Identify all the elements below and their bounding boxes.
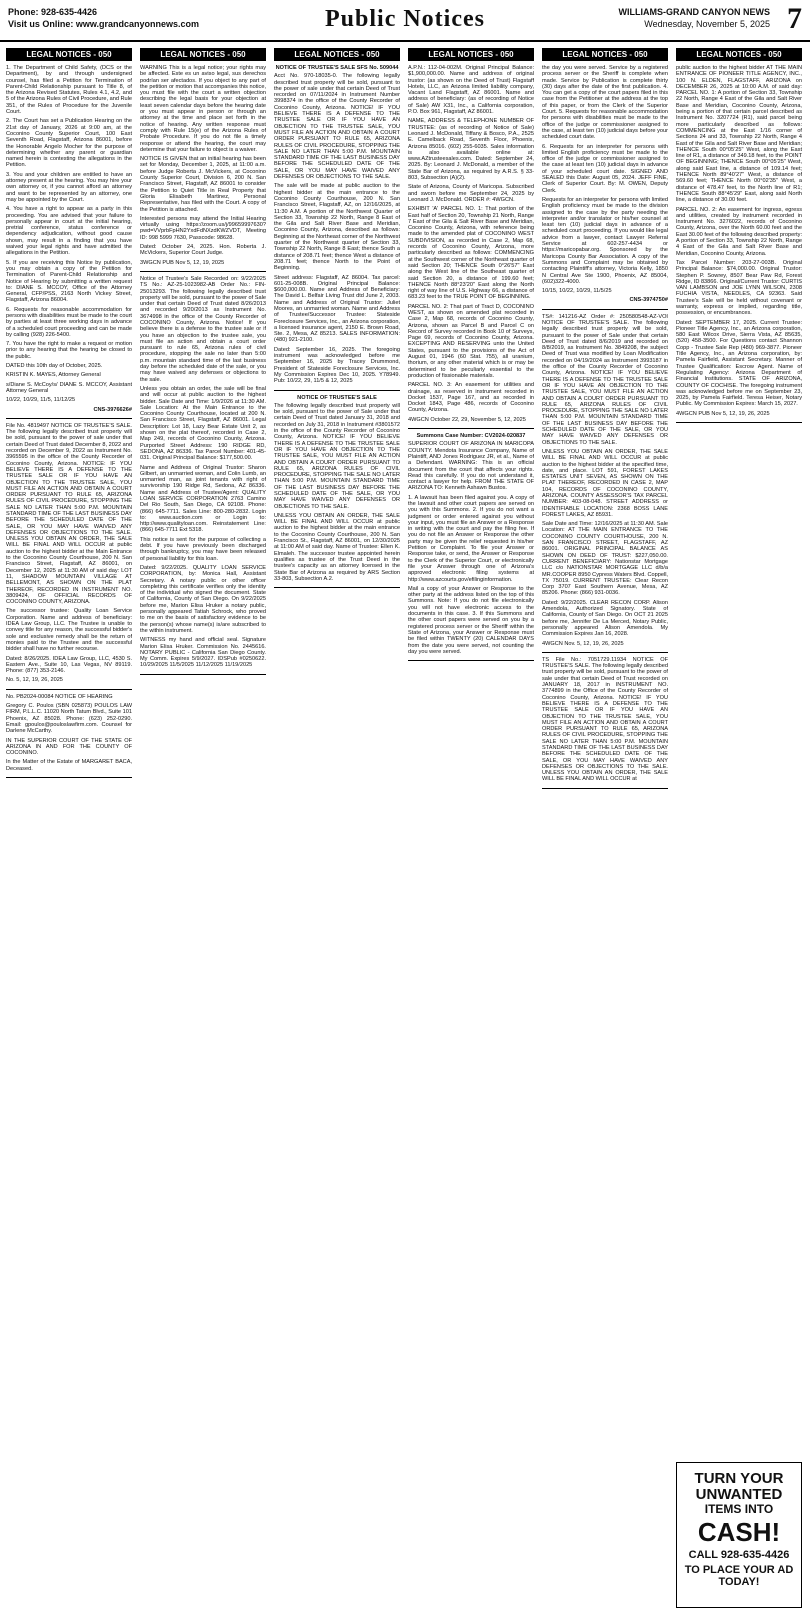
notice-divider (6, 689, 132, 690)
notice-column (274, 48, 400, 1614)
notice-paragraph: UNLESS YOU OBTAIN AN ORDER, THE SALE WILL BE FINAL AND WILL OCCUR at public auction to the highest bidder at the main entrance to the Coconino County Courthouse, 200 N. San Francisco St., Flagstaff, AZ 86001, on 12/30/2025 at 11:00 AM of said day. Name of Trustee: Ellen K. Elmaleh. The successor trustee appointed herein qualifies as trustee of the Trust Deed in the trustee's capacity as an attorney licensed in the State Bar of Arizona as required by ARS Section 33-803, Subsection A.2. (274, 512, 400, 582)
notice-paragraph: TS File No.: 7051729.11934 NOTICE OF TRUSTEE'S SALE. The following legally described trust property will be sold, pursuant to the power of sale under that certain Deed of Trust recorded on JANUARY 18, 2017 in INSTRUMENT NO. 3774899 in the Office of the County Recorder of Coconino County, Arizona. NOTICE! IF YOU BELIEVE THERE IS A DEFENSE TO THE TRUSTEE SALE OR IF YOU HAVE AN OBJECTION TO THE TRUSTEE SALE, YOU MUST FILE AN ACTION AND OBTAIN A COURT ORDER PURSUANT TO RULE 65, ARIZONA RULES OF CIVIL PROCEDURE, STOPPING THE SALE NO LATER THAN 5:00 P.M. MOUNTAIN STANDARD TIME OF THE LAST BUSINESS DAY BEFORE THE SCHEDULED DATE OF THE SALE, OR YOU MAY HAVE WAIVED ANY DEFENSES OR OBJECTIONS TO THE SALE. UNLESS YOU OBTAIN AN ORDER, THE SALE WILL BE FINAL AND WILL OCCUR at (542, 656, 668, 783)
legal-notice (6, 65, 132, 413)
notice-paragraph: NOTICE IS GIVEN that an initial hearing has been set for Monday, December 1, 2025, at 11:00 a.m. before Judge Roberta J. McVickers, at Coconino County Superior Court, Division 6, 200 N. San Francisco Street, Flagstaff, AZ 86001 to consider the Petition to Quiet Title in Real Property that Gloria Elisabeth Martinez, Personal Representative, has filed with the Court. A copy of the Petition is attached. (140, 156, 266, 213)
legal-notice (140, 276, 266, 669)
column-heading: LEGAL NOTICES - 050 (676, 48, 802, 61)
notice-paragraph: This notice is sent for the purpose of collecting a debt. If you have previously been discharged through bankruptcy, you may have been released of personal liability for this loan. (140, 536, 266, 562)
notice-paragraph: DATED this 10th day of October, 2025. (6, 363, 103, 370)
notice-paragraph: Tax Parcel Number: 203-27-003B. Original Principal Balance: $74,000.00. Original Trustor: Stephen P. Sowrey, 8507 Bear Paw Rd, Forest Ridge, ID 83866. Original/Current Trustor: CURTIS VAN LAMBSON and JOE LYNN WILSON, 2308 FUCHIA VISTA, NEEDLES, CA 92363. Said Trustee's Sale will be held without covenant or warranty, express or implied, regarding title, possession, or encumbrances. (676, 259, 802, 317)
legal-notice (542, 65, 668, 304)
notice-paragraph: Dated: 9/22/2025. CLEAR RECON CORP. Alison Amendola, Authorized Signatory. State of California, County of San Diego. On OCT 21 2025 before me, Jennifer De La Merced, Notary Public, personally appeared Alison Amendola. My Commission Expires Jan 16, 2028. (542, 599, 668, 638)
notice-paragraph: KRISTIN K. MAYES, Attorney General (6, 372, 101, 379)
notice-paragraph: 6. Requests for reasonable accommodation for persons with disabilities must be made to the court by parties at least three working days in advance of a scheduled court proceeding and can be made by calling (928) 226-5400. (6, 306, 132, 338)
notice-paragraph: 1. A lawsuit has been filed against you. A copy of the lawsuit and other court papers are served on you with this Summons. 2. If you do not want a judgment or order entered against you without your input, you must file an Answer or a Response in writing with the court and pay the filing fee. If you do not file an Answer or Response the other party may be given the relief requested in his/her Petition or Complaint. To file your Answer or Response take, or send, the Answer or Response to the Clerk of the Superior Court, or electronically file your Answer through one of Arizona's approved electronic filing systems at http://www.azcourts.gov/efilinginformation. (408, 494, 534, 583)
notice-column (542, 48, 668, 1614)
notice-paragraph: Dated: SEPTEMBER 17, 2025. Current Trustee: Pioneer Title Agency, Inc., an Arizona corporation, 580 East Wilcox Drive, Sierra Vista, AZ 85635, (520) 458-3500. For Questions contact Shannon Copp - Trustee Sale Rep (480) 969-3877. Pioneer Title Agency, Inc., an Arizona corporation, by: Pamela Fairfield, Assistant Secretary. Manner of Trustee Qualification: Escrow Agent. Name of Regulating Agency: Arizona Department of Financial Institutions. STATE OF ARIZONA, COUNTY OF COCHISE. The foregoing instrument was acknowledged before me on September 23, 2025, by Pamela Fairfield. Teresa Heiser, Notary Public. My Commission Expires: March 15, 2027. (676, 319, 802, 408)
legal-notice (140, 65, 266, 266)
notice-reference-tag: CNS-3974750# (629, 297, 668, 304)
column-heading: LEGAL NOTICES - 050 (140, 48, 266, 61)
notice-paragraph: No. 5, 12, 19, 26, 2025 (6, 677, 63, 684)
notice-paragraph: The sale will be made at public auction to the highest bidder at the main entrance to the Coconino County Courthouse, 200 N. San Francisco Street, Flagstaff, AZ, on 12/16/2025, at 11:30 A.M. A portion of the Northwest Quarter of Section 33, Township 22 North, Range 8 East of the Gila and Salt River Base and Meridian, Coconino County, Arizona, described as follows: Beginning at the Northeast corner of the Northwest quarter of the Northwest quarter of Section 33, Township 22 North, Range 8 East; thence South a distance of 208.71 feet; thence West a distance of 208.71 feet; thence North to the Point of Beginning. (274, 183, 400, 272)
notice-paragraph: Interested persons may attend the Initial Hearing virtually using https://zoom.us/j/99659997630?pwd=VVprbFpHN2YxdFdNXzdKWZVDT, Meeting ID: 998 5999 7630, Passcode: 98628. (140, 215, 266, 241)
notice-paragraph: TS#: 141216-AZ Order #: 250580548-AZ-VOI NOTICE OF TRUSTEE'S SALE. The following legally described trust property will be sold, pursuant to the power of Sale under that certain Deed of Trust dated 8/6/2019 and recorded on 8/8/2019, as Instrument No. 3849208, the subject Deed of Trust was modified by Loan Modification recorded on 04/19/2024 as Instrument 3993187 in the office of the County Recorder of Coconino County, Arizona. NOTICE! IF YOU BELIEVE THERE IS A DEFENSE TO THE TRUSTEE SALE OR IF YOU HAVE AN OBJECTION TO THE TRUSTEE SALE, YOU MUST FILE AN ACTION AND OBTAIN A COURT ORDER PURSUANT TO RULE 65, ARIZONA RULES OF CIVIL PROCEDURE, STOPPING THE SALE NO LATER THAN 5:00 P.M. MOUNTAIN STANDARD TIME OF THE LAST BUSINESS DAY BEFORE THE SCHEDULED DATE OF THE SALE, OR YOU MAY HAVE WAIVED ANY DEFENSES OR OBJECTIONS TO THE SALE. (542, 313, 668, 446)
notice-paragraph: Requests for an interpreter for persons with limited English proficiency must be made to the division assigned to the case by the party needing the interpreter and/or translator or his/her counsel at least ten (10) judicial days in advance of a scheduled court proceeding. If you would like legal advice from a lawyer, contact Lawyer Referral Service at 602-257-4434 or https://maricopabar.org. Sponsored by the Maricopa County Bar Association. A copy of the Summons and Complaint may be obtained by contacting Plaintiff's attorney, Victoria Kelly, 1850 N Central Ave Ste 1900, Phoenix, AZ 85004, (602)322-4000. (542, 196, 668, 285)
notice-paragraph: Notice of Trustee's Sale Recorded on: 9/22/2025 TS No.: AZ-25-1023982-AB Order No.: FIN-25013293. The following legally described trust property will be sold, pursuant to the power of Sale under that certain Deed of Trust dated 8/26/2013 and recorded 9/20/2013 as Instrument No. 3674998 in the office of the County Recorder of COCONINO County, Arizona. Notice! If you believe there is a defense to the trustee sale or if you have an objection to the trustee sale, you must file an action and obtain a court order pursuant to rule 65, Arizona rules of civil procedure, stopping the sale no later than 5:00 p.m. mountain standard time of the last business day before the scheduled date of the sale, or you may have waived any defenses or objections to the sale. (140, 275, 266, 383)
notice-column (408, 48, 534, 1614)
notice-paragraph: 3WGCN PUB Nov 5, 12, 19, 2025 (140, 259, 225, 266)
notice-paragraph: 10/15, 10/22, 10/29, 11/5/25 (542, 288, 612, 295)
notice-divider (274, 587, 400, 588)
legal-notice (274, 395, 400, 583)
notice-paragraph: Unless you obtain an order, the sale will be final and will occur at public auction to the highest bidder. Sale Date and Time: 1/9/2026 at 11:30 AM. Sale Location: At the Main Entrance to the Coconino County Courthouse, located at 200 N. San Francisco Street, Flagstaff, AZ 86001. Legal Description: Lot 18, Lazy Bear Estate Unit 2, as shown on the plat thereof, recorded in Case 2, Map 249, records of Coconino County, Arizona. Purported Street Address: 190 RIDGE RD, SEDONA, AZ 86336. Tax Parcel Number: 401-45-031. Original Principal Balance: $177,500.00. (140, 385, 266, 462)
notice-reference-tag: CNS-3976626# (93, 406, 132, 413)
header-phone: Phone: 928-635-4426 (8, 7, 98, 17)
legal-notice (408, 433, 534, 655)
page-header (0, 0, 810, 42)
notice-divider (140, 674, 266, 675)
notice-paragraph: 4WGCN Nov. 5, 12, 19, 26, 2025 (542, 640, 624, 647)
notice-paragraph: PARCEL NO. 2: An easement for ingress, egress and utilities, created by instrument recorded in Instrument No. 3276022, records of Coconino County, Arizona, over the North 60.00 feet and the East 30.00 feet of the following described property: A portion of Section 33, Township 22 North, Range 4 East of the Gila and Salt River Base and Meridian, Coconino County, Arizona. (676, 206, 802, 257)
notice-divider (408, 660, 534, 661)
notice-paragraph: Dated: September 16, 2025. The foregoing instrument was acknowledged before me September 16, 2025 by Tracey Drummond, President of Stateside Foreclosure Services, Inc. My Commission Expires Dec 10, 2025. Y78949. Pub: 10/22, 29, 11/5 & 12, 2025 (274, 346, 400, 385)
notice-paragraph: 10/22, 10/29, 11/5, 11/12/25 (6, 397, 76, 404)
notice-paragraph: 7. You have the right to make a request or motion prior to any hearing that the hearing be closed to the public. (6, 341, 132, 360)
notice-divider (6, 777, 132, 778)
classified-ad-box (676, 1462, 802, 1608)
paper-name: WILLIAMS-GRAND CANYON NEWS (618, 7, 770, 17)
legal-notice (676, 65, 802, 417)
notice-title: Summons Case Number: CV2024-020837 (416, 433, 526, 440)
notice-paragraph: IN THE SUPERIOR COURT OF THE STATE OF ARIZONA IN AND FOR THE COUNTY OF COCONINO. (6, 737, 132, 757)
notice-paragraph: NAME, ADDRESS & TELEPHONE NUMBER OF TRUSTEE: (as of recording of Notice of Sale) Leonard J. McDonald, Tiffany & Bosco, P.A., 2525 E. Camelback Road, Seventh Floor, Phoenix, Arizona 85016. (602) 255-6035. Sales information is also available online at: www.AZtrusteesales.com. Dated: September 24, 2025. By: Leonard J. McDonald, a member of the State Bar of Arizona, as required by A.R.S. § 33-803, Subsection (A)(2). (408, 118, 534, 182)
notice-paragraph: State of Arizona, County of Maricopa. Subscribed and sworn before me September 24, 2025 by Leonard J. McDonald. ORDER #: 4WGCN. (408, 184, 534, 203)
notice-title: NOTICE OF TRUSTEE'S SALE SFS No. 509044 (275, 65, 399, 71)
notice-paragraph: SUPERIOR COURT OF ARIZONA IN MARICOPA COUNTY. Mendota Insurance Company, Name of Plaintiff, AND Jones Rodriguez JR, et al., Name of a Defendant. WARNING: This is an official document from the court that affects your rights. Read this carefully. If you do not understand it, contact a lawyer for help. FROM THE STATE OF ARIZONA TO: Kenneth Ashawn Bustos. (408, 441, 534, 492)
notice-column (6, 48, 132, 1614)
legal-notice (274, 65, 400, 385)
notice-paragraph: Dated: October 24, 2025. Hon. Roberta J. McVickers, Superior Court Judge. (140, 244, 266, 257)
notice-divider (542, 309, 668, 310)
column-heading: LEGAL NOTICES - 050 (6, 48, 132, 61)
notice-paragraph: Mail a copy of your Answer or Response to the other party at the address listed on the top of this Summons. Note: If you do not file electronically you will not have electronic access to the documents in this case. 3. If this Summons and the other court papers were served on you by a registered process server or the Sheriff within the State of Arizona, your Answer or Response must be filed within TWENTY (20) CALENDAR DAYS from the date you were served, not counting the day you were served. (408, 585, 534, 655)
column-heading: LEGAL NOTICES - 050 (408, 48, 534, 61)
page-number: 7 (787, 2, 802, 35)
legal-notice (6, 423, 132, 684)
notice-divider (274, 390, 400, 391)
legal-notice (6, 694, 132, 772)
notice-paragraph: s/Diane S. McCoy/s/ DIANE S. MCCOY, Assistant Attorney General (6, 381, 132, 394)
notice-paragraph: Name and Address of Original Trustor: Sharon Gilbert, an unmarried woman, and Colin Lumb, an unmarried man, as joint tenants with right of survivorship 190 Ridge Rd, Sedona, AZ 86336. Name and Address of Trustee/Agent: QUALITY LOAN SERVICE CORPORATION 2763 Camino Del Rio South, San Diego, CA 92108. Phone: (866) 645-7711. Sales Line: 800-280-2832. Login to: www.auction.com or Login to: http://www.qualityloan.com. Reinstatement Line: (866) 645-7711 Ext 5318. (140, 464, 266, 534)
notice-paragraph: A.P.N.: 112-04-002M. Original Principal Balance: $1,900,000.00. Name and address of original trustor: (as shown on the Deed of Trust) Flagstaff Hotels, LLC, an Arizona limited liability company, Vacant Land Flagstaff, AZ 86001. Name and address of beneficiary: (as of recording of Notice of Sale) AW X31, Inc., a California corporation, P.O. Box 961, Flagstaff, AZ 86001. (408, 65, 534, 116)
notice-paragraph: 4WGCN October 22, 29, November 5, 12, 2025 (408, 416, 526, 423)
notice-paragraph: 6. Requests for an interpreter for persons with limited English proficiency must be made to the office of the judge or commissioner assigned to the case at least ten (10) judicial days in advance of your scheduled court date. SIGNED AND SEALED this Date: August 05, 2024. JEFF FINE, Clerk of Superior Court. By: M. OWEN, Deputy Clerk. (542, 143, 668, 194)
notice-divider (542, 788, 668, 789)
notice-paragraph: PARCEL NO. 3: An easement for utilities and drainage, as reserved in instrument recorded in Docket 1537, Page 167, and as recorded in Docket 1843, Page 486, records of Coconino County, Arizona. (408, 382, 534, 414)
notice-paragraph: the day you were served. Service by a registered process server or the Sheriff is complete when made. Service by Publication is complete thirty (30) days after the date of the first publication. 4. You can get a copy of the court papers filed in this case from the Petitioner at the address at the top of this paper, or from the Clerk of the Superior Court. 5. Requests for reasonable accommodation for persons with disabilities must be made to the office of the judge or commissioner assigned to the case, at least ten (10) judicial days before your scheduled court date. (542, 65, 668, 141)
ad-phone: CALL 928-635-4426 (688, 1549, 790, 1561)
notice-paragraph: No. PB2024-00084 NOTICE OF HEARING (6, 693, 113, 700)
notice-paragraph: The successor trustee: Quality Loan Service Corporation. Name and address of beneficiary: IDEA Law Group, LLC. The Trustee is unable to convey title for any reason, the successful bidder's sole and exclusive remedy shall be the return of monies paid to the Trustee and the successful bidder shall have no further recourse. (6, 608, 132, 653)
notice-column (140, 48, 266, 1614)
legal-notice (542, 657, 668, 783)
notice-paragraph: WITNESS my hand and official seal. Signature Marion Elisa Hruker. Commission No. 2445616. NOTARY PUBLIC - California San Diego County. My Comm. Expires 5/9/2027. IDSPub #0250622. 10/29/2025 11/5/2025 11/12/2025 11/19/2025 (140, 637, 266, 669)
notice-paragraph: WARNING This is a legal notice; your rights may be affected. Este es un aviso legal, sus derechos podrían ser afectados. If you object to any part of the petition or motion that accompanies this notice, you must file with the court a written objection describing the legal basis for your objection at least seven calendar days before the hearing date or you must appear in person or through an attorney at the time and place set forth in the notice of hearing. Any written response must comply with Rule 15(e) of the Arizona Rules of Probate Procedure. If you do not file a timely response or attend the hearing, the court may determine that your failure to object is a waiver. (140, 65, 266, 153)
notice-paragraph: UNLESS YOU OBTAIN AN ORDER, THE SALE WILL BE FINAL AND WILL OCCUR at public auction to the highest bidder at the specified time, date, and place. LOT 591, FOREST LAKES ESTATES UNIT SEVEN, AS SHOWN ON THE PLAT THEREOF, RECORDED IN CASE 2, MAP 104, RECORDS OF COCONINO COUNTY, ARIZONA. COUNTY ASSESSOR'S TAX PARCEL NUMBER: 403-08-048. STREET ADDRESS or IDENTIFIABLE LOCATION: 2368 BOSS LANE FOREST LAKES, AZ 85931. (542, 448, 668, 518)
column-heading: LEGAL NOTICES - 050 (274, 48, 400, 61)
ad-cash-text: CASH! (697, 1517, 781, 1547)
notice-paragraph: 2. The Court has set a Publication Hearing on the 21st day of January, 2026 at 9:00 am, at the Coconino County Superior Court, 100 East Seventh Road, Flagstaff, Arizona 86001, before the Honorable Angelo Mocher for the purpose of determining whether any parent or guardian named herein is contesting the allegations in the Petition. (6, 118, 132, 169)
notice-divider (6, 418, 132, 419)
notice-paragraph: public auction to the highest bidder AT THE MAIN ENTRANCE OF PIONEER TITLE AGENCY, INC., 100 N. ELDEN, FLAGSTAFF, ARIZONA on DECEMBER 26, 2025 at 10:00 A.M. of said day: PARCEL NO. 1: A portion of Section 33, Township 22 North, Range 4 East of the Gila and Salt River Base and Meridian, Coconino County, Arizona, being a portion of that certain parcel described as Instrument No. 3207724 (R1), said parcel being more particularly described as follows: COMMENCING at the East 1/16 corner of Sections 24 and 33, Township 22 North, Range 4 East of the Gila and Salt River Base and Meridian; THENCE South 00°05'25" West, along the East line of R1, a distance of 349.18 feet, to the POINT OF BEGINNING; THENCE South 00°05'25" West, along said East line, a distance of 109.14 feet; THENCE North 89°40'27" West, a distance of 569.60 feet; THENCE North 00°02'35" West, a distance of 478.47 feet, to the North line of R1; THENCE South 88°45'29" East, along said North line, a distance of 30.00 feet. (676, 65, 802, 204)
notice-divider (140, 271, 266, 272)
notice-column (676, 48, 802, 1614)
notice-paragraph: The following legally described trust property will be sold, pursuant to the power of Sale under that certain Deed of Trust dated January 31, 2018 and recorded on July 31, 2018 in Instrument #3801572 in the office of the County Recorder of Coconino County, Arizona. NOTICE! IF YOU BELIEVE THERE IS A DEFENSE TO THE TRUSTEE SALE OR IF YOU HAVE AN OBJECTION TO THE TRUSTEE SALE, YOU MUST FILE AN ACTION AND OBTAIN A COURT ORDER PURSUANT TO RULE 65, ARIZONA RULES OF CIVIL PROCEDURE, STOPPING THE SALE NO LATER THAN 5:00 P.M. MOUNTAIN STANDARD TIME OF THE LAST BUSINESS DAY BEFORE THE SCHEDULED DATE OF THE SALE, OR YOU MAY HAVE WAIVED ANY DEFENSES OR OBJECTIONS TO THE SALE. (274, 402, 400, 510)
ad-subline: ITEMS INTO (704, 1502, 774, 1516)
issue-date: Wednesday, November 5, 2025 (644, 19, 770, 29)
notice-divider (408, 428, 534, 429)
header-paper-info (619, 6, 771, 30)
legal-notice (542, 314, 668, 647)
notice-divider (676, 422, 802, 423)
notice-paragraph: EXHIBIT 'A' PARCEL NO. 1: That portion of the East half of Section 20, Township 21 North, Range 7 East of the Gila & Salt River Base and Meridian, Coconino County, Arizona, with reference being made to the amended plat of COCONINO WEST SUBDIVISION, as recorded in Case 2, Map 68, records of Coconino County, Arizona, more particularly described as follows: COMMENCING at the Southwest corner of the Northeast quarter of said Section 20; THENCE South 0°26'57" East along the West line of the Southeast quarter of said Section 20, a distance of 199.60 feet; THENCE North 88°23'20" East along the North right of way line of U.S. Highway 66, a distance of 683.23 feet to the TRUE POINT OF BEGINNING. (408, 206, 534, 301)
notice-paragraph: 3. You and your children are entitled to have an attorney present at the hearing. You may hire your own attorney or, if you cannot afford an attorney and want to be represented by an attorney, one may be appointed by the Court. (6, 171, 132, 203)
notice-columns (6, 48, 804, 1614)
ad-headline: TURN YOUR UNWANTED (694, 1470, 784, 1503)
notice-paragraph: File No. 4819497 NOTICE OF TRUSTEE'S SALE. The following legally described trust property will be sold, pursuant to the power of sale under that certain Deed of Trust dated December 8, 2022 and recorded on December 9, 2022 as Instrument No. 3965595 in the office of the County Recorder of Coconino County, Arizona. NOTICE: IF YOU BELIEVE THERE IS A DEFENSE TO THE TRUSTEE SALE OR IF YOU HAVE AN OBJECTION TO THE TRUSTEE SALE, YOU MUST FILE AN ACTION AND OBTAIN A COURT ORDER PURSUANT TO RULE 65, ARIZONA RULES OF CIVIL PROCEDURE, STOPPING THE SALE NO LATER THAN 5:00 P.M. MOUNTAIN STANDARD TIME OF THE LAST BUSINESS DAY BEFORE THE SCHEDULED DATE OF THE SALE, OR YOU MAY HAVE WAIVED ANY DEFENSES OR OBJECTIONS TO THE SALE. UNLESS YOU OBTAIN AN ORDER, THE SALE WILL BE FINAL AND WILL OCCUR at public auction to the highest bidder at the Main Entrance to the Coconino County Courthouse, 200 N. San Francisco Street, Flagstaff, AZ 86001, on December 12, 2025 at 11:30 AM of said day: LOT 11, SHADOW MOUNTAIN VILLAGE AT BELLEMONT, AS SHOWN ON THE PLAT THEREOF, RECORDED IN INSTRUMENT NO. 3809424, OF OFFICIAL RECORDS OF COCONINO COUNTY, ARIZONA. (6, 422, 132, 606)
notice-paragraph: Gregory C. Poulos (SBN 025873) POULOS LAW FIRM, P.L.L.C. 11020 North Tatum Blvd., Suite 101 Phoenix, AZ 85028. Phone: (623) 252-0290. Email: gpoulos@pouloslawfirm.com. Counsel for Darlene McCarthy. (6, 703, 132, 735)
notice-title: NOTICE OF TRUSTEE'S SALE (297, 394, 377, 401)
header-website[interactable]: Visit us Online: www.grandcanyonnews.com (8, 19, 200, 29)
notice-paragraph: 5. If you are receiving this Notice by publication, you may obtain a copy of the Petition for Termination of Parent-Child Relationship and Notice of Hearing by submitting a written request to: DIANE S. MCCOY, Office of the Attorney General, CFP/PSS, 2163 North Vickey Street, Flagstaff, Arizona 86004. (6, 259, 132, 304)
notice-paragraph: Dated: 8/26/2025. IDEA Law Group, LLC, 4530 S. Eastern Ave., Suite 10, Las Vegas, NV 89119. Phone: (877) 353-2146. (6, 655, 132, 675)
ad-call-to-action: TO PLACE YOUR AD TODAY! (684, 1564, 794, 1588)
column-heading: LEGAL NOTICES - 050 (542, 48, 668, 61)
notice-paragraph: 4. You have a right to appear as a party in this proceeding. You are advised that your failure to personally appear in court at the initial hearing, pretrial conference, status conference or dependency adjudication, without good cause shown, may result in a finding that you have waived your legal rights and have admitted the allegations in the Petition. (6, 206, 132, 257)
legal-notice (408, 65, 534, 423)
notice-paragraph: Sale Date and Time: 12/16/2025 at 11:30 AM. Sale Location: AT THE MAIN ENTRANCE TO THE COCONINO COUNTY COURTHOUSE, 200 N. SAN FRANCISCO STREET, FLAGSTAFF, AZ 86001. ORIGINAL PRINCIPAL BALANCE AS SHOWN ON DEED OF TRUST: $227,050.00. CURRENT BENEFICIARY: Nationstar Mortgage LLC c/o NATIONSTAR MORTGAGE LLC d/b/a MR.COOPER 8950 Cypress Waters Blvd. Coppell, TX 75019. CURRENT TRUSTEE: Clear Recon Corp 3707 East Southern Avenue, Mesa, AZ 85206. Phone: (866) 931-0036. (542, 521, 668, 597)
notice-paragraph: Acct No. 970-18035-0. The following legally described trust property will be sold, pursuant to the power of sale under that certain Deed of Trust recorded on 07/11/2024 in Instrument Number 3998374 in the office of the County Recorder of Coconino County, Arizona. NOTICE! IF YOU BELIEVE THERE IS A DEFENSE TO THE TRUSTEE SALE OR IF YOU HAVE AN OBJECTION TO THE TRUSTEE SALE, YOU MUST FILE AN ACTION AND OBTAIN A COURT ORDER PURSUANT TO RULE 65, ARIZONA RULES OF CIVIL PROCEDURE, STOPPING THE SALE NO LATER THAN 5:00 P.M. MOUNTAIN STANDARD TIME OF THE LAST BUSINESS DAY BEFORE THE SCHEDULED DATE OF THE SALE, OR YOU MAY HAVE WAIVED ANY DEFENSES OR OBJECTIONS TO THE SALE. (274, 73, 400, 181)
notice-paragraph: 4WGCN PUB Nov 5, 12, 19, 26, 2025 (676, 410, 770, 417)
notice-divider (542, 652, 668, 653)
notice-paragraph: Dated: 9/22/2025. QUALITY LOAN SERVICE CORPORATION, by: Monica Hall, Assistant Secretary. A notary public or other officer completing this certificate verifies only the identity of the individual who signed the document. State of California, County of San Diego. On 9/22/2025 before me, Marion Elisa Hruker a notary public, personally appeared Tatiah Schrock, who proved to me on the basis of satisfactory evidence to be the person(s) whose name(s) is/are subscribed to the within instrument. (140, 564, 266, 634)
section-title: Public Notices (325, 6, 485, 32)
notice-paragraph: In the Matter of the Estate of MARGARET BACA, Deceased. (6, 759, 132, 772)
notice-paragraph: PARCEL NO. 2: That part of Tract D, COCONINO WEST, as shown on amended plat recorded in Case 2, Map 68, records of Coconino County, Arizona, shown as Parcel B and Parcel C on Record of Survey recorded in Book 10 of Surveys, Page 69, records of Coconino County, Arizona. EXCEPTING AND RESERVING unto the United States, pursuant to the provisions of the Act of August 01, 1946 (60 Stat. 755), all uranium, thorium, or any other material which is or may be determined to be peculiarly essential to the production of fissionable materials. (408, 303, 534, 379)
notice-paragraph: 1. The Department of Child Safety, (DCS or the Department), by and through undersigned counsel, has filed a Petition for Termination of Parent-Child Relationship pursuant to Title 8, of the Arizona Revised Statutes, Rules 4.1, 4.2, and 5 of the Arizona Rules of Civil Procedure, and Rule 351, of the Rules of Procedure for the Juvenile Court. (6, 65, 132, 116)
notice-paragraph: Street address: Flagstaff, AZ 86004. Tax parcel: 601-25-008B. Original Principal Balance: $600,000.00. Name and Address of Beneficiary: The David L. Belfair Living Trust dtd June 2, 2003. Name and Address of Original Trustor: Juliet Moores, an unmarried woman. Name and Address of Trustee/Successor Trustee: Stateside Foreclosure Services, Inc., an Arizona corporation, a licensed insurance agent, 2150 E. Brown Road, Ste. 2, Mesa, AZ 85213. SALES INFORMATION: (480) 921-2100. (274, 274, 400, 344)
